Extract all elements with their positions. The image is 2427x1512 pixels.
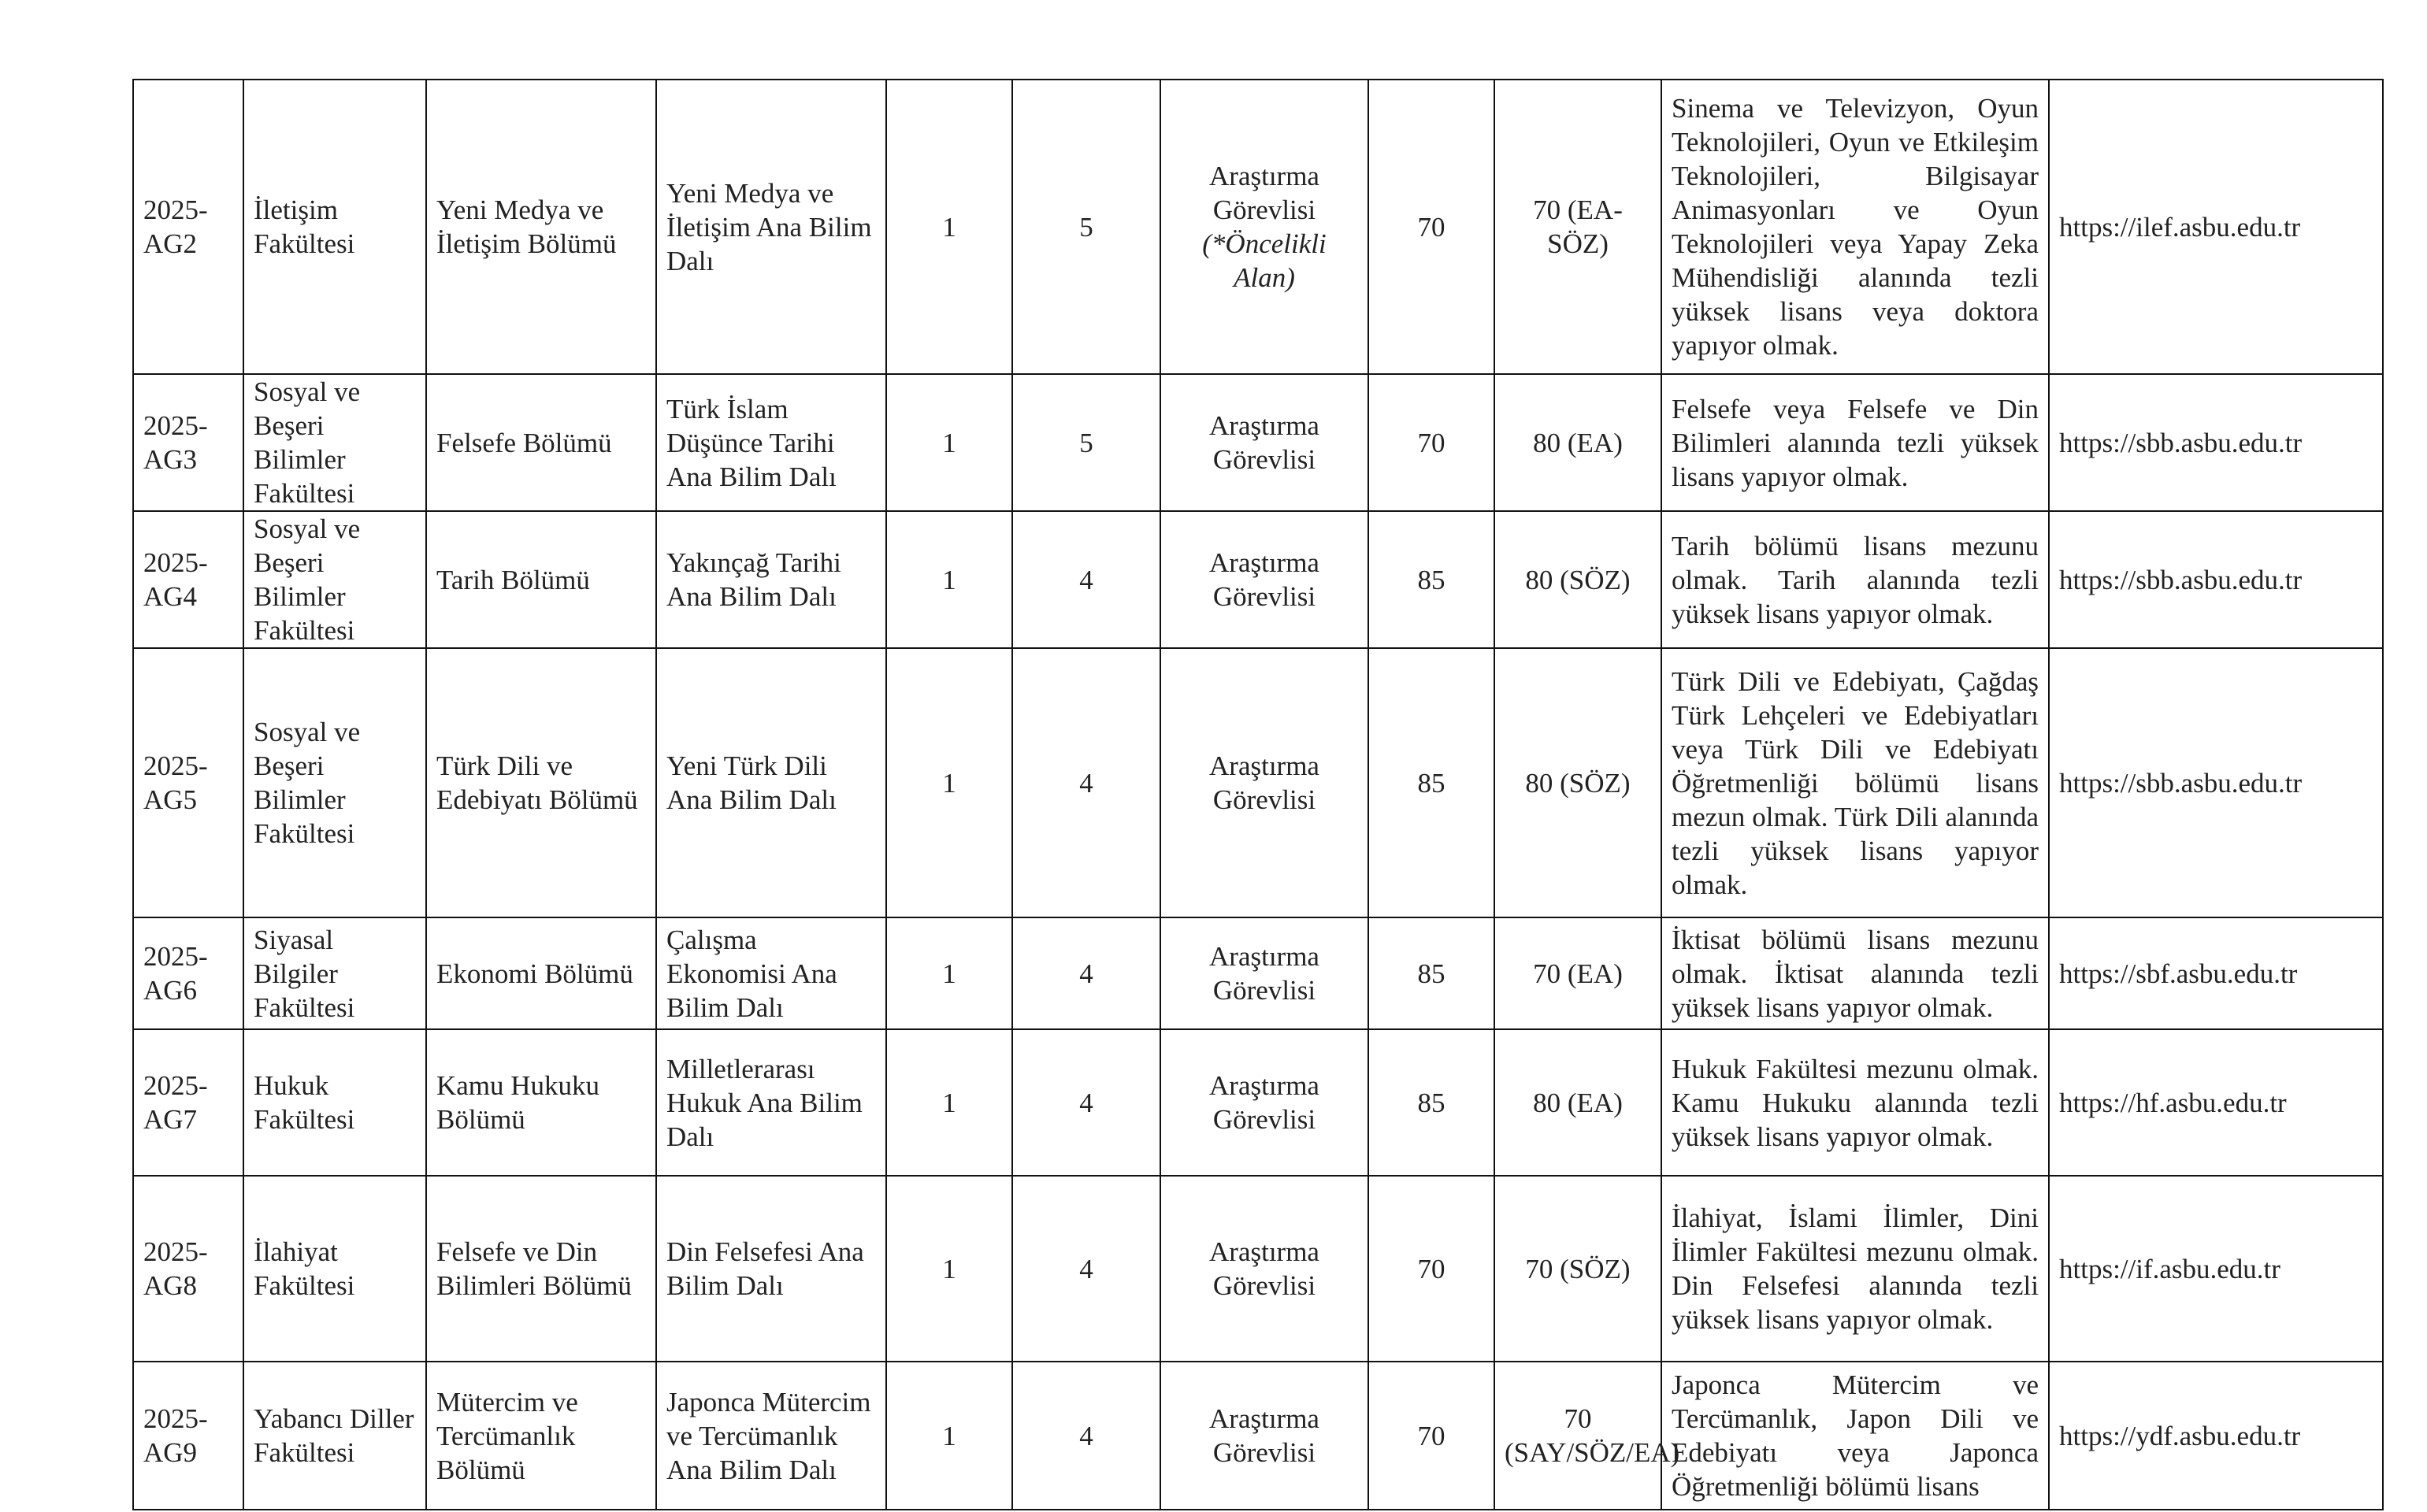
- cell-degree: [1012, 1176, 1160, 1362]
- cell-url: [2049, 1362, 2383, 1510]
- cell-degree: [1012, 511, 1160, 648]
- cell-division: [656, 648, 886, 917]
- ales-text: 85: [1417, 564, 1445, 595]
- cell-title: [1160, 1029, 1368, 1176]
- cell-requirement: [1661, 917, 2049, 1029]
- cell-division: [656, 1029, 886, 1176]
- cell-title: [1160, 80, 1368, 374]
- cell-degree: [1012, 1029, 1160, 1176]
- title-text: Araştırma Görevlisi: [1209, 410, 1319, 475]
- lang-text: 80 (EA): [1533, 1087, 1623, 1118]
- cell-faculty: [243, 1362, 426, 1510]
- cell-faculty: [243, 374, 426, 511]
- department-text: Türk Dili ve Edebiyatı Bölümü: [436, 750, 638, 815]
- degree-text: 4: [1079, 564, 1093, 595]
- degree-text: 4: [1079, 1420, 1093, 1451]
- faculty-text: İletişim Fakültesi: [254, 195, 355, 259]
- cell-count: [886, 511, 1012, 648]
- table-row: [133, 511, 2383, 648]
- cell-division: [656, 80, 886, 374]
- ales-text: 70: [1417, 427, 1445, 458]
- cell-degree: [1012, 1362, 1160, 1510]
- faculty-text: İlahiyat Fakültesi: [254, 1236, 355, 1301]
- code-text: 2025-AG8: [143, 1236, 208, 1301]
- url-text[interactable]: https://ilef.asbu.edu.tr: [2059, 211, 2301, 243]
- department-text: Felsefe ve Din Bilimleri Bölümü: [436, 1236, 632, 1301]
- url-text[interactable]: https://sbf.asbu.edu.tr: [2059, 958, 2298, 989]
- division-text: Yeni Türk Dili Ana Bilim Dalı: [666, 750, 837, 815]
- url-text[interactable]: https://ydf.asbu.edu.tr: [2059, 1420, 2301, 1451]
- priority-note: (*Öncelikli Alan): [1202, 228, 1327, 293]
- code-text: 2025-AG5: [143, 750, 208, 815]
- title-text: Araştırma Görevlisi: [1209, 161, 1319, 225]
- lang-text: 70 (SÖZ): [1525, 1253, 1631, 1284]
- cell-count: [886, 374, 1012, 511]
- url-text[interactable]: https://hf.asbu.edu.tr: [2059, 1087, 2287, 1118]
- cell-department: [426, 648, 656, 917]
- cell-title: [1160, 374, 1368, 511]
- cell-lang: [1494, 511, 1661, 648]
- table-row: [133, 648, 2383, 917]
- ales-text: 85: [1417, 958, 1445, 989]
- cell-degree: [1012, 917, 1160, 1029]
- cell-faculty: [243, 80, 426, 374]
- lang-text: 70 (EA): [1533, 958, 1623, 989]
- count-text: 1: [942, 958, 956, 989]
- faculty-text: Sosyal ve Beşeri Bilimler Fakültesi: [254, 376, 361, 509]
- code-text: 2025-AG2: [143, 195, 208, 259]
- requirement-text: İlahiyat, İslami İlimler, Dini İlimler Fakültesi mezunu olmak. Din Felsefesi alanında tezli yüksek lisans yapıyor olmak.: [1672, 1203, 2039, 1335]
- cell-department: [426, 80, 656, 374]
- code-text: 2025-AG6: [143, 941, 208, 1006]
- table-row: [133, 1176, 2383, 1362]
- requirement-text: İktisat bölümü lisans mezunu olmak. İktisat alanında tezli yüksek lisans yapıyor olmak.: [1672, 924, 2039, 1023]
- title-text: Araştırma Görevlisi: [1209, 1070, 1319, 1135]
- requirement-text: Tarih bölümü lisans mezunu olmak. Tarih alanında tezli yüksek lisans yapıyor olmak.: [1672, 530, 2039, 629]
- count-text: 1: [942, 1420, 956, 1451]
- faculty-text: Yabancı Diller Fakültesi: [254, 1403, 414, 1468]
- faculty-text: Sosyal ve Beşeri Bilimler Fakültesi: [254, 513, 361, 646]
- code-text: 2025-AG9: [143, 1403, 208, 1468]
- url-text[interactable]: https://sbb.asbu.edu.tr: [2059, 427, 2303, 458]
- department-text: Tarih Bölümü: [436, 564, 590, 595]
- degree-text: 5: [1079, 427, 1093, 458]
- table-row: [133, 917, 2383, 1029]
- ales-text: 85: [1417, 767, 1445, 799]
- cell-degree: [1012, 648, 1160, 917]
- department-text: Mütercim ve Tercümanlık Bölümü: [436, 1386, 578, 1485]
- cell-requirement: [1661, 648, 2049, 917]
- code-text: 2025-AG7: [143, 1070, 208, 1135]
- cell-url: [2049, 648, 2383, 917]
- cell-url: [2049, 80, 2383, 374]
- count-text: 1: [942, 1087, 956, 1118]
- cell-division: [656, 917, 886, 1029]
- url-text[interactable]: https://if.asbu.edu.tr: [2059, 1253, 2280, 1284]
- cell-faculty: [243, 1176, 426, 1362]
- department-text: Kamu Hukuku Bölümü: [436, 1070, 600, 1135]
- cell-title: [1160, 1362, 1368, 1510]
- department-text: Yeni Medya ve İletişim Bölümü: [436, 195, 617, 259]
- requirement-text: Hukuk Fakültesi mezunu olmak. Kamu Hukuku alanında tezli yüksek lisans yapıyor olmak.: [1672, 1053, 2039, 1152]
- cell-lang: [1494, 1029, 1661, 1176]
- cell-code: [133, 1362, 243, 1510]
- ales-text: 70: [1417, 211, 1445, 243]
- cell-degree: [1012, 374, 1160, 511]
- degree-text: 4: [1079, 1253, 1093, 1284]
- cell-division: [656, 511, 886, 648]
- cell-ales: [1368, 374, 1494, 511]
- cell-department: [426, 511, 656, 648]
- title-text: Araştırma Görevlisi: [1209, 1236, 1319, 1301]
- division-text: Yakınçağ Tarihi Ana Bilim Dalı: [666, 547, 841, 612]
- faculty-text: Hukuk Fakültesi: [254, 1070, 355, 1135]
- cell-division: [656, 1362, 886, 1510]
- cell-department: [426, 1362, 656, 1510]
- cell-url: [2049, 374, 2383, 511]
- cell-code: [133, 1176, 243, 1362]
- degree-text: 4: [1079, 767, 1093, 799]
- cell-count: [886, 1362, 1012, 1510]
- cell-ales: [1368, 917, 1494, 1029]
- table-row: [133, 1029, 2383, 1176]
- cell-lang: [1494, 374, 1661, 511]
- lang-text: 80 (SÖZ): [1525, 564, 1631, 595]
- cell-count: [886, 1176, 1012, 1362]
- cell-faculty: [243, 917, 426, 1029]
- division-text: Milletlerarası Hukuk Ana Bilim Dalı: [666, 1053, 863, 1152]
- ales-text: 85: [1417, 1087, 1445, 1118]
- cell-ales: [1368, 648, 1494, 917]
- cell-code: [133, 374, 243, 511]
- cell-code: [133, 80, 243, 374]
- cell-division: [656, 1176, 886, 1362]
- cell-url: [2049, 917, 2383, 1029]
- cell-code: [133, 648, 243, 917]
- degree-text: 4: [1079, 1087, 1093, 1118]
- cell-lang: [1494, 1362, 1680, 1510]
- cell-count: [886, 80, 1012, 374]
- degree-text: 4: [1079, 958, 1093, 989]
- cell-code: [133, 1029, 243, 1176]
- title-text: Araştırma Görevlisi: [1209, 547, 1319, 612]
- count-text: 1: [942, 211, 956, 243]
- cell-lang: [1494, 917, 1661, 1029]
- faculty-text: Siyasal Bilgiler Fakültesi: [254, 924, 355, 1023]
- cell-division: [656, 374, 886, 511]
- cell-requirement: [1661, 374, 2049, 511]
- cell-faculty: [243, 648, 426, 917]
- cell-ales: [1368, 511, 1494, 648]
- code-text: 2025-AG4: [143, 547, 208, 612]
- division-text: Yeni Medya ve İletişim Ana Bilim Dalı: [666, 177, 872, 276]
- cell-requirement: [1661, 1029, 2049, 1176]
- cell-lang: [1494, 648, 1661, 917]
- cell-title: [1160, 511, 1368, 648]
- title-text: Araştırma Görevlisi: [1209, 1403, 1319, 1468]
- cell-lang: [1494, 1176, 1661, 1362]
- cell-title: [1160, 1176, 1368, 1362]
- cell-title: [1160, 917, 1368, 1029]
- cell-requirement: [1661, 80, 2049, 374]
- cell-lang: [1494, 80, 1661, 374]
- department-text: Ekonomi Bölümü: [436, 958, 633, 989]
- degree-text: 5: [1079, 211, 1093, 243]
- department-text: Felsefe Bölümü: [436, 427, 612, 458]
- ales-text: 70: [1417, 1253, 1445, 1284]
- table-row: [133, 80, 2383, 374]
- table-row: [133, 1362, 2383, 1510]
- requirement-text: Japonca Mütercim ve Tercümanlık, Japon Dili ve Edebiyatı veya Japonca Öğretmenliği bölümü lisans: [1672, 1369, 2039, 1502]
- cell-degree: [1012, 80, 1160, 374]
- requirement-text: Türk Dili ve Edebiyatı, Çağdaş Türk Lehçeleri ve Edebiyatları veya Türk Dili ve Edebiyatı Öğretmenliği bölümü lisans mezun olmak. Türk Dili alanında tezli yüksek lisans yapıyor olmak.: [1672, 665, 2039, 900]
- requirement-text: Felsefe veya Felsefe ve Din Bilimleri alanında tezli yüksek lisans yapıyor olmak.: [1672, 393, 2039, 492]
- lang-text: 70 (SAY/SÖZ/EA): [1505, 1403, 1680, 1468]
- cell-count: [886, 1029, 1012, 1176]
- table-row: [133, 374, 2383, 511]
- division-text: Çalışma Ekonomisi Ana Bilim Dalı: [666, 924, 837, 1023]
- cell-requirement: [1661, 511, 2049, 648]
- count-text: 1: [942, 427, 956, 458]
- cell-department: [426, 374, 656, 511]
- division-text: Din Felsefesi Ana Bilim Dalı: [666, 1236, 864, 1301]
- cell-faculty: [243, 511, 426, 648]
- cell-ales: [1368, 80, 1494, 374]
- cell-ales: [1368, 1176, 1494, 1362]
- lang-text: 70 (EA-SÖZ): [1533, 195, 1623, 259]
- cell-url: [2049, 1029, 2383, 1176]
- cell-requirement: [1661, 1176, 2049, 1362]
- count-text: 1: [942, 767, 956, 799]
- lang-text: 80 (EA): [1533, 427, 1623, 458]
- count-text: 1: [942, 1253, 956, 1284]
- cell-code: [133, 511, 243, 648]
- faculty-text: Sosyal ve Beşeri Bilimler Fakültesi: [254, 717, 361, 849]
- requirement-text: Sinema ve Televizyon, Oyun Teknolojileri, Oyun ve Etkileşim Teknolojileri, Bilgisayar Animasyonları ve Oyun Teknolojileri veya Yapay Zeka Mühendisliği alanında tezli yüksek lisans veya doktora yapıyor olmak.: [1672, 93, 2039, 361]
- division-text: Türk İslam Düşünce Tarihi Ana Bilim Dalı: [666, 393, 837, 492]
- cell-count: [886, 917, 1012, 1029]
- cell-url: [2049, 511, 2383, 648]
- cell-url: [2049, 1176, 2383, 1362]
- ales-text: 70: [1417, 1420, 1445, 1451]
- cell-count: [886, 648, 1012, 917]
- cell-code: [133, 917, 243, 1029]
- cell-department: [426, 1176, 656, 1362]
- title-text: Araştırma Görevlisi: [1209, 750, 1319, 815]
- count-text: 1: [942, 564, 956, 595]
- cell-faculty: [243, 1029, 426, 1176]
- division-text: Japonca Mütercim ve Tercümanlık Ana Bilim Dalı: [666, 1386, 871, 1485]
- cell-ales: [1368, 1362, 1494, 1510]
- url-text[interactable]: https://sbb.asbu.edu.tr: [2059, 564, 2303, 595]
- positions-table: [132, 79, 2384, 1510]
- url-text[interactable]: https://sbb.asbu.edu.tr: [2059, 767, 2303, 799]
- cell-ales: [1368, 1029, 1494, 1176]
- cell-department: [426, 917, 656, 1029]
- cell-department: [426, 1029, 656, 1176]
- lang-text: 80 (SÖZ): [1525, 767, 1631, 799]
- title-text: Araştırma Görevlisi: [1209, 941, 1319, 1006]
- cell-title: [1160, 648, 1368, 917]
- code-text: 2025-AG3: [143, 410, 208, 475]
- cell-requirement: [1661, 1362, 2049, 1510]
